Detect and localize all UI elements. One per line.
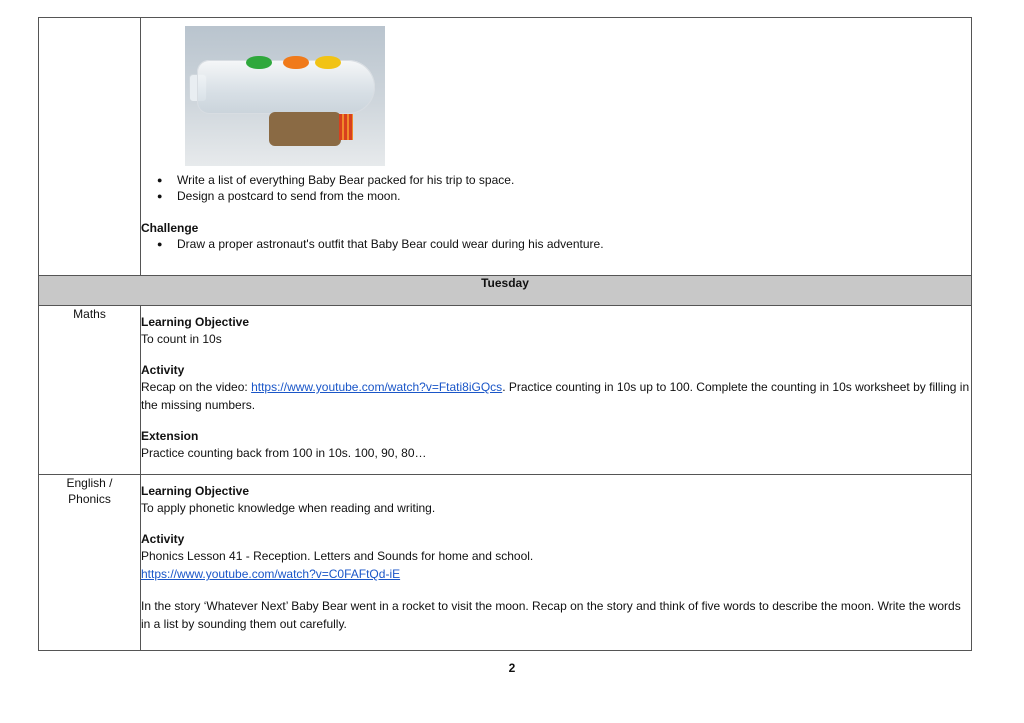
task-list — [141, 172, 971, 204]
list-item: ● Design a postcard to send from the moon. — [177, 188, 971, 204]
orange-cap-shape — [283, 56, 309, 69]
yellow-cap-shape — [315, 56, 341, 69]
activity-text: Phonics Lesson 41 - Reception. Letters and Sounds for home and school. — [141, 549, 534, 563]
learning-objective-heading: Learning Objective — [141, 484, 250, 498]
subject-label-line: English / — [66, 476, 113, 490]
english-content — [141, 475, 972, 651]
subject-label-line: Phonics — [68, 492, 111, 506]
subject-english — [39, 475, 141, 651]
table-row — [39, 475, 972, 651]
learning-objective-heading: Learning Objective — [141, 315, 250, 329]
phonics-video-link[interactable]: https://www.youtube.com/watch?v=C0FAFtQd-iE — [141, 567, 401, 581]
lesson-plan-table — [38, 17, 972, 651]
table-row — [39, 306, 972, 475]
challenge-heading: Challenge — [141, 221, 199, 235]
challenge-list — [141, 236, 971, 252]
activity-text-pre: Recap on the video: — [141, 380, 252, 394]
day-header-row — [39, 276, 972, 306]
extension-heading: Extension — [141, 429, 199, 443]
activity-heading: Activity — [141, 532, 185, 546]
story-text: In the story ‘Whatever Next’ Baby Bear went in a rocket to visit the moon. Recap on the story and think of five words to describe the moon. Write the words in a list by sounding them out carefully. — [141, 599, 961, 631]
subject-cell — [39, 18, 141, 276]
content-cell — [141, 18, 972, 276]
table-row — [39, 18, 972, 276]
activity-text — [141, 378, 971, 414]
cardboard-tube-shape — [269, 112, 341, 146]
green-cap-shape — [246, 56, 272, 69]
learning-objective-text: To apply phonetic knowledge when reading and writing. — [141, 501, 436, 515]
bottle-shape — [197, 60, 375, 114]
page-number: 2 — [508, 661, 516, 675]
extension-text: Practice counting back from 100 in 10s. 100, 90, 80… — [141, 446, 427, 460]
learning-objective-text: To count in 10s — [141, 332, 222, 346]
maths-content — [141, 306, 972, 475]
subject-maths: Maths — [39, 306, 141, 475]
bottle-rocket-photo — [185, 26, 385, 166]
flame-streamers-shape — [339, 114, 353, 140]
list-item: ● Draw a proper astronaut's outfit that Baby Bear could wear during his adventure. — [177, 236, 971, 252]
activity-text-post: . Practice counting in 10s up to 100. Complete the counting in 10s worksheet by filling in the missing numbers. — [141, 380, 970, 412]
video-link[interactable]: https://www.youtube.com/watch?v=Ftati8iGQcs — [251, 380, 503, 394]
activity-heading: Activity — [141, 363, 185, 377]
day-header: Tuesday — [39, 276, 972, 306]
list-item: ● Write a list of everything Baby Bear packed for his trip to space. — [177, 172, 971, 188]
